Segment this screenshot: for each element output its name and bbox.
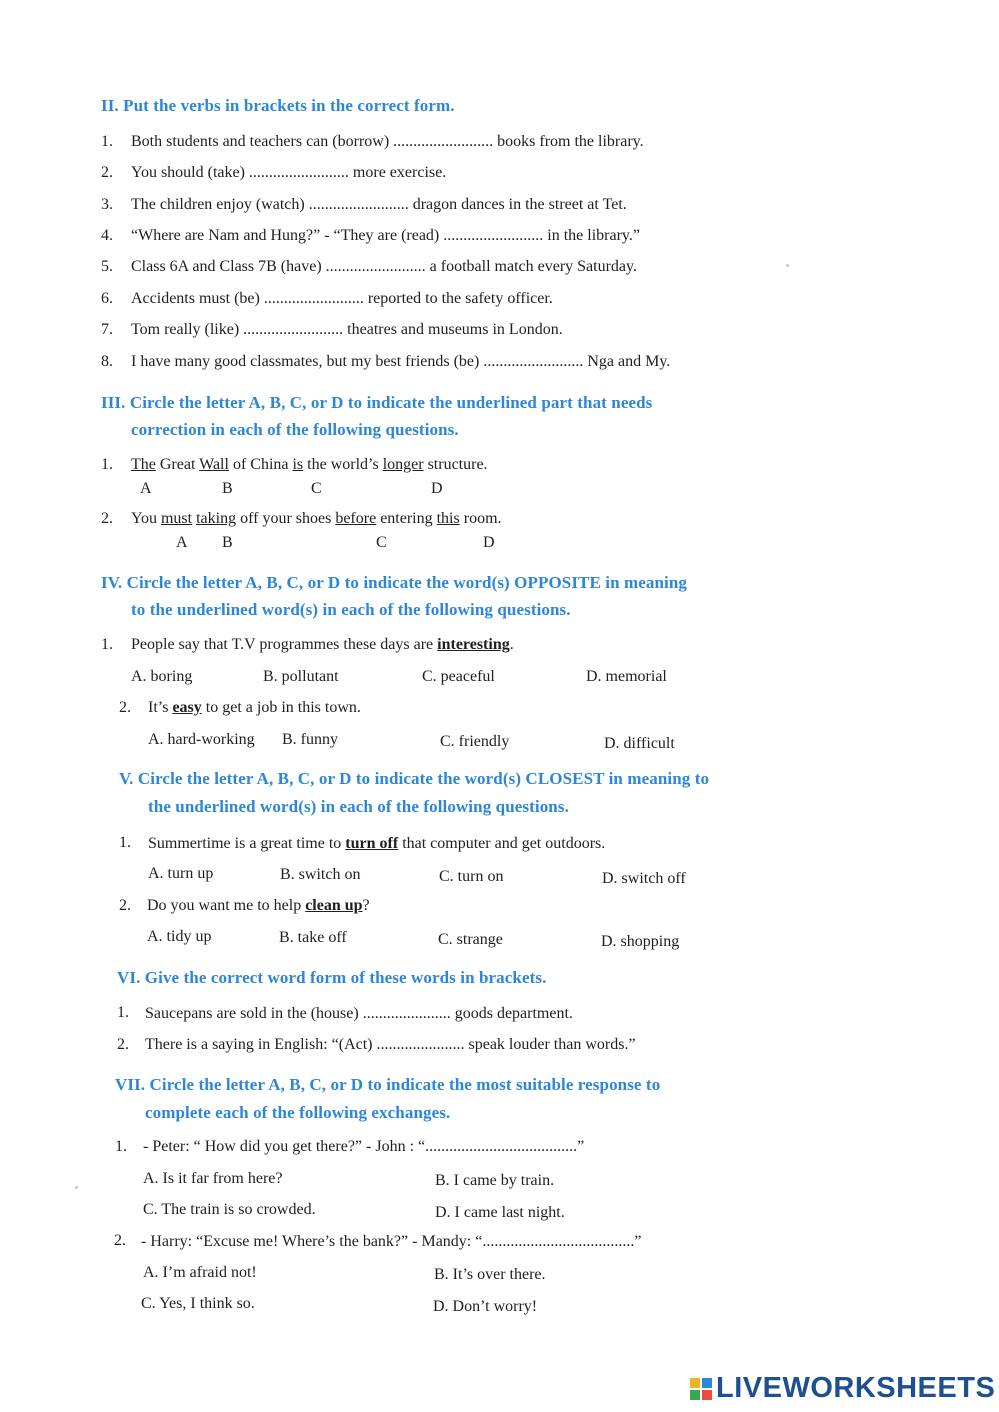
dialogue-line: - Peter: “ How did you get there?” - John : “......................................”: [143, 1138, 585, 1155]
option-b[interactable]: B. It’s over there.: [434, 1266, 546, 1283]
exercise-line: Saucepans are sold in the (house) ...................... goods department.: [145, 1005, 573, 1022]
underlined-part-a: must: [160, 510, 193, 527]
error-sentence: The Great Wall of China is the world’s longer structure.: [131, 456, 488, 473]
option-b[interactable]: B. take off: [279, 929, 347, 946]
error-sentence: You must taking off your shoes before entering this room.: [131, 510, 502, 527]
exercise-line: You should (take) ......................... more exercise.: [131, 164, 447, 181]
question-text: It’s easy to get a job in this town.: [148, 699, 361, 716]
option-b[interactable]: B. funny: [282, 731, 338, 748]
option-letter-b[interactable]: B: [222, 534, 233, 551]
exercise-line: Both students and teachers can (borrow) ......................... books from the library.: [131, 133, 644, 150]
option-d[interactable]: D. shopping: [601, 933, 680, 950]
item-number: 1.: [101, 133, 113, 150]
key-word: interesting: [437, 636, 510, 653]
item-number: 4.: [101, 227, 113, 244]
option-letter-a[interactable]: A: [140, 480, 152, 497]
option-a[interactable]: A. boring: [131, 668, 193, 685]
item-number: 1.: [117, 1004, 129, 1021]
liveworksheets-logo: [690, 1372, 995, 1405]
question-text: People say that T.V programmes these days are interesting.: [131, 636, 514, 653]
exercise-line: There is a saying in English: “(Act) ...................... speak louder than words.”: [145, 1036, 636, 1053]
exercise-line: Tom really (like) ......................... theatres and museums in London.: [131, 321, 563, 338]
scan-speck: [75, 1186, 78, 1189]
option-letter-d[interactable]: D: [431, 480, 443, 497]
key-word: easy: [172, 699, 202, 716]
question-text: Do you want me to help clean up?: [147, 897, 370, 914]
item-number: 2.: [119, 897, 131, 914]
section-7-heading-cont: complete each of the following exchanges.: [145, 1103, 451, 1122]
option-b[interactable]: B. I came by train.: [435, 1172, 555, 1189]
section-6-heading: VI. Give the correct word form of these words in brackets.: [117, 968, 547, 987]
option-c[interactable]: C. turn on: [439, 868, 504, 885]
option-d[interactable]: D. Don’t worry!: [433, 1298, 538, 1315]
item-number: 2.: [114, 1232, 126, 1249]
underlined-part-b: taking: [196, 510, 237, 527]
logo-text: LIVEWORKSHEETS: [716, 1372, 996, 1404]
exercise-line: Accidents must (be) ......................... reported to the safety officer.: [131, 290, 553, 307]
item-number: 1.: [101, 636, 113, 653]
underlined-part-d: this: [436, 510, 460, 527]
option-d[interactable]: D. difficult: [604, 735, 675, 752]
option-d[interactable]: D. I came last night.: [435, 1204, 565, 1221]
item-number: 6.: [101, 290, 113, 307]
underlined-part-b: Wall: [199, 456, 229, 473]
option-a[interactable]: A. I’m afraid not!: [143, 1264, 257, 1281]
option-letter-b[interactable]: B: [222, 480, 233, 497]
section-7-heading: VII. Circle the letter A, B, C, or D to indicate the most suitable response to: [115, 1075, 661, 1094]
item-number: 1.: [119, 834, 131, 851]
section-5-heading-cont: the underlined word(s) in each of the following questions.: [148, 797, 569, 816]
item-number: 8.: [101, 353, 113, 370]
option-a[interactable]: A. turn up: [148, 865, 214, 882]
section-3-heading: III. Circle the letter A, B, C, or D to indicate the underlined part that needs: [101, 393, 653, 412]
underlined-part-d: longer: [382, 456, 424, 473]
item-number: 2.: [101, 510, 113, 527]
option-c[interactable]: C. peaceful: [422, 668, 495, 685]
liveworksheets-logo-icon: [690, 1378, 712, 1400]
item-number: 2.: [117, 1036, 129, 1053]
section-2-heading: II. Put the verbs in brackets in the correct form.: [101, 96, 455, 115]
option-c[interactable]: C. friendly: [440, 733, 510, 750]
option-c[interactable]: C. strange: [438, 931, 503, 948]
option-a[interactable]: A. tidy up: [147, 928, 212, 945]
option-a[interactable]: A. Is it far from here?: [143, 1170, 283, 1187]
option-b[interactable]: B. pollutant: [263, 668, 339, 685]
underlined-part-c: before: [335, 510, 377, 527]
option-d[interactable]: D. memorial: [586, 668, 667, 685]
item-number: 5.: [101, 258, 113, 275]
option-d[interactable]: D. switch off: [602, 870, 686, 887]
option-letter-c[interactable]: C: [376, 534, 387, 551]
exercise-line: The children enjoy (watch) ......................... dragon dances in the street at Tet.: [131, 196, 627, 213]
option-c[interactable]: C. Yes, I think so.: [141, 1295, 255, 1312]
dialogue-line: - Harry: “Excuse me! Where’s the bank?” - Mandy: “......................................”: [141, 1233, 642, 1250]
option-b[interactable]: B. switch on: [280, 866, 361, 883]
exercise-line: “Where are Nam and Hung?” - “They are (read) ......................... in the library.”: [131, 227, 640, 244]
scan-speck: [786, 264, 789, 267]
option-a[interactable]: A. hard-working: [148, 731, 255, 748]
section-3-heading-cont: correction in each of the following questions.: [131, 420, 459, 439]
item-number: 7.: [101, 321, 113, 338]
section-5-heading: V. Circle the letter A, B, C, or D to indicate the word(s) CLOSEST in meaning to: [119, 769, 710, 788]
exercise-line: I have many good classmates, but my best friends (be) ......................... Nga and My.: [131, 353, 671, 370]
item-number: 1.: [101, 456, 113, 473]
item-number: 3.: [101, 196, 113, 213]
item-number: 1.: [115, 1138, 127, 1155]
underlined-part-a: The: [131, 456, 156, 473]
item-number: 2.: [119, 699, 131, 716]
exercise-line: Class 6A and Class 7B (have) ......................... a football match every Saturday.: [131, 258, 637, 275]
underlined-part-c: is: [292, 456, 304, 473]
option-letter-c[interactable]: C: [311, 480, 322, 497]
option-letter-a[interactable]: A: [176, 534, 188, 551]
option-c[interactable]: C. The train is so crowded.: [143, 1201, 316, 1218]
item-number: 2.: [101, 164, 113, 181]
question-text: Summertime is a great time to turn off that computer and get outdoors.: [148, 835, 606, 852]
section-4-heading: IV. Circle the letter A, B, C, or D to indicate the word(s) OPPOSITE in meaning: [101, 573, 688, 592]
option-letter-d[interactable]: D: [483, 534, 495, 551]
key-word: turn off: [345, 835, 399, 852]
key-word: clean up: [305, 897, 363, 914]
section-4-heading-cont: to the underlined word(s) in each of the following questions.: [131, 600, 571, 619]
